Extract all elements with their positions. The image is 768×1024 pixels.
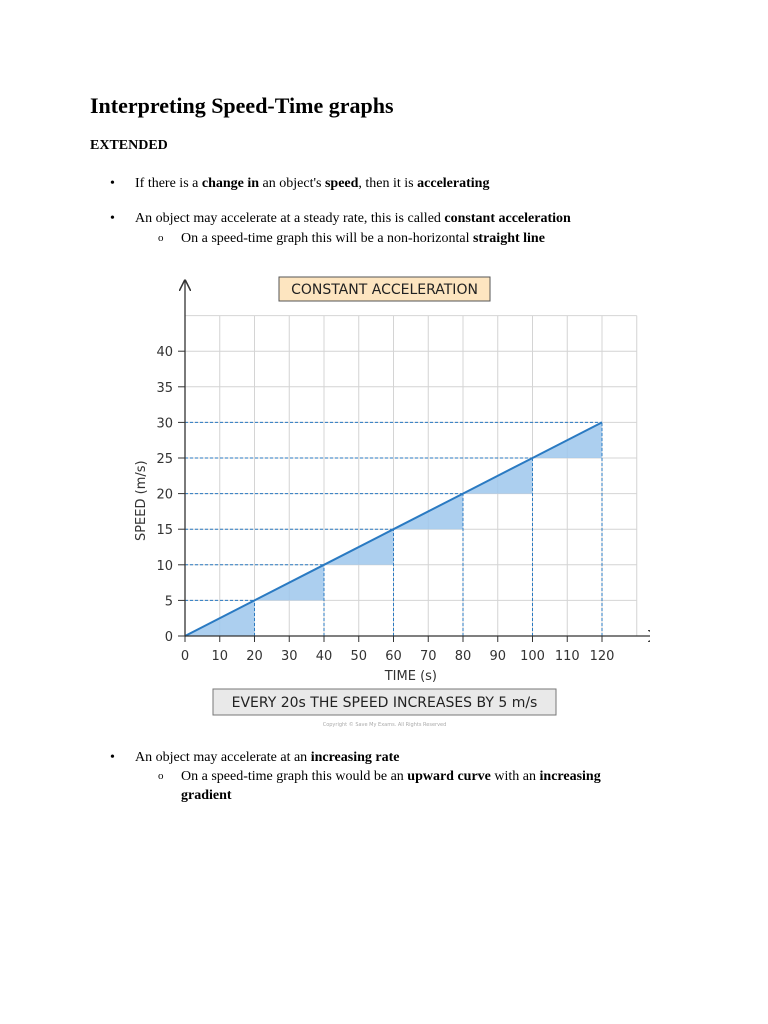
x-tick-label: 90	[489, 649, 507, 664]
page-title: Interpreting Speed-Time graphs	[90, 93, 394, 118]
bullet-icon: •	[110, 176, 115, 191]
x-tick-label: 20	[246, 649, 263, 664]
x-axis-label: TIME (s)	[384, 669, 438, 684]
y-tick-label: 30	[156, 416, 173, 432]
bullet-text	[135, 210, 571, 228]
x-tick-label: 70	[419, 649, 437, 664]
text-run: with an	[490, 769, 540, 784]
y-tick-label: 35	[156, 380, 173, 396]
copyright-text: Copyright © Save My Exams. All Rights Reserved	[322, 722, 447, 728]
bullet-text	[135, 175, 489, 193]
sub-bullet-text	[181, 767, 641, 805]
text-run: On a speed-time graph this would be an	[181, 769, 408, 784]
sub-bullet-text	[181, 229, 641, 248]
x-tick-label: 120	[589, 649, 615, 664]
x-tick-label: 30	[280, 649, 298, 664]
text-run: change in	[201, 176, 260, 191]
x-tick-label: 50	[350, 649, 368, 664]
text-run: an object's	[259, 176, 325, 191]
text-run: increasing gradient	[181, 769, 601, 803]
y-tick-label: 10	[156, 558, 173, 574]
chart-caption: EVERY 20s THE SPEED INCREASES BY 5 m/s	[231, 695, 538, 711]
y-tick-label: 40	[156, 345, 173, 361]
text-run: straight line	[472, 231, 545, 246]
x-tick-label: 60	[385, 649, 402, 664]
bullet-text	[135, 749, 399, 767]
x-tick-label: 80	[454, 649, 472, 664]
text-run: An object may accelerate at a steady rate, this is called	[135, 211, 445, 226]
x-tick-label: 110	[554, 649, 580, 664]
text-run: On a speed-time graph this will be a non-horizontal	[181, 231, 473, 246]
x-tick-label: 40	[315, 649, 333, 664]
y-tick-label: 0	[164, 630, 173, 645]
text-run: constant acceleration	[444, 211, 571, 226]
y-axis-label: SPEED (m/s)	[134, 460, 149, 542]
circle-bullet-icon: o	[158, 232, 164, 244]
text-run: speed	[324, 176, 359, 191]
text-run: An object may accelerate at an	[135, 750, 311, 765]
y-tick-label: 15	[156, 523, 173, 539]
section-heading: EXTENDED	[90, 138, 168, 153]
y-tick-label: 5	[164, 594, 173, 610]
text-run: , then it is	[358, 176, 418, 191]
text-run: accelerating	[417, 176, 490, 191]
x-tick-label: 100	[520, 649, 545, 664]
chart-title: CONSTANT ACCELERATION	[291, 282, 478, 298]
bullet-icon: •	[110, 750, 115, 765]
y-tick-label: 25	[156, 452, 173, 467]
speed-time-chart	[120, 268, 650, 730]
y-tick-label: 20	[156, 487, 173, 503]
text-run: If there is a	[135, 176, 202, 191]
text-run: increasing rate	[310, 750, 400, 765]
circle-bullet-icon: o	[158, 770, 164, 782]
x-tick-label: 0	[180, 649, 190, 664]
x-tick-label: 10	[211, 649, 229, 664]
text-run: upward curve	[407, 769, 491, 784]
bullet-icon: •	[110, 211, 115, 226]
